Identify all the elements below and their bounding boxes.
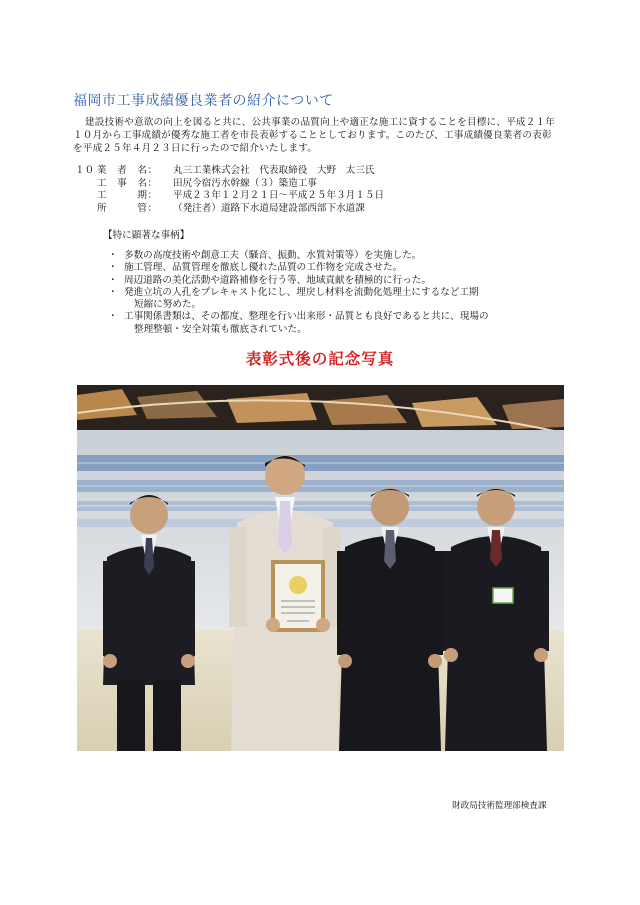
info-row-jurisdiction	[75, 203, 384, 216]
list-item: ・ 多数の高度技術や創意工夫（騒音、振動、水質対策等）を実施した。	[108, 250, 422, 261]
notable-points-list	[108, 250, 568, 336]
notable-points-heading: 【特に顕著な事柄】	[103, 230, 190, 241]
info-row-period	[75, 190, 384, 203]
commemorative-photo-drawing	[77, 385, 564, 751]
info-row-company	[75, 165, 384, 178]
commemorative-photo	[77, 385, 564, 751]
jurisdiction-value: （発注者）道路下水道局建設部西部下水道課	[173, 202, 365, 214]
intro-text: 建設技術や意欲の向上を図ると共に、公共事業の品質向上や適正な施工に資することを目標に、平成２１年１０月から工事成績が優秀な施工者を市長表彰することとしております。このたび、工事成績優良業者の表彰を平成２５年４月２３日に行ったので紹介いたします。	[73, 117, 556, 154]
project-label: 工 事 名：	[97, 177, 158, 189]
contractor-info	[75, 165, 384, 215]
info-row-project	[75, 178, 384, 191]
list-item: ・ 発進立坑の人孔をプレキャスト化にし、埋戻し材料を流動化処理土にするなど工期	[108, 286, 479, 298]
jurisdiction-label: 所 管：	[97, 202, 158, 214]
list-item-continuation: 短縮に努めた。	[134, 299, 202, 311]
list-item: ・ 工事関係書類は、その都度、整理を行い出来形・品質とも良好であると共に、現場の	[108, 311, 489, 323]
page-title: 福岡市工事成績優良業者の紹介について	[73, 93, 334, 109]
footer-department: 財政局技術監理部検査課	[452, 801, 547, 811]
period-label: 工 期：	[97, 190, 158, 201]
list-item-continuation: 整理整頓・安全対策も徹底されていた。	[134, 323, 307, 335]
intro-paragraph	[73, 116, 561, 155]
period-value: 平成２３年１２月２１日～平成２５年３月１５日	[173, 190, 385, 201]
project-value: 田尻今宿汚水幹線（３）築造工事	[173, 177, 317, 189]
list-item: ・ 施工管理、品質管理を徹底し優れた品質の工作物を完成させた。	[108, 262, 403, 274]
entry-number: １０	[75, 165, 95, 176]
list-item: ・ 周辺道路の美化活動や道路補修を行う等、地域貢献を積極的に行った。	[108, 274, 431, 286]
company-label: 業 者 名：	[97, 165, 158, 176]
photo-caption: 表彰式後の記念写真	[245, 350, 395, 368]
company-value: 丸三工業株式会社 代表取締役 大野 太三氏	[173, 165, 375, 176]
